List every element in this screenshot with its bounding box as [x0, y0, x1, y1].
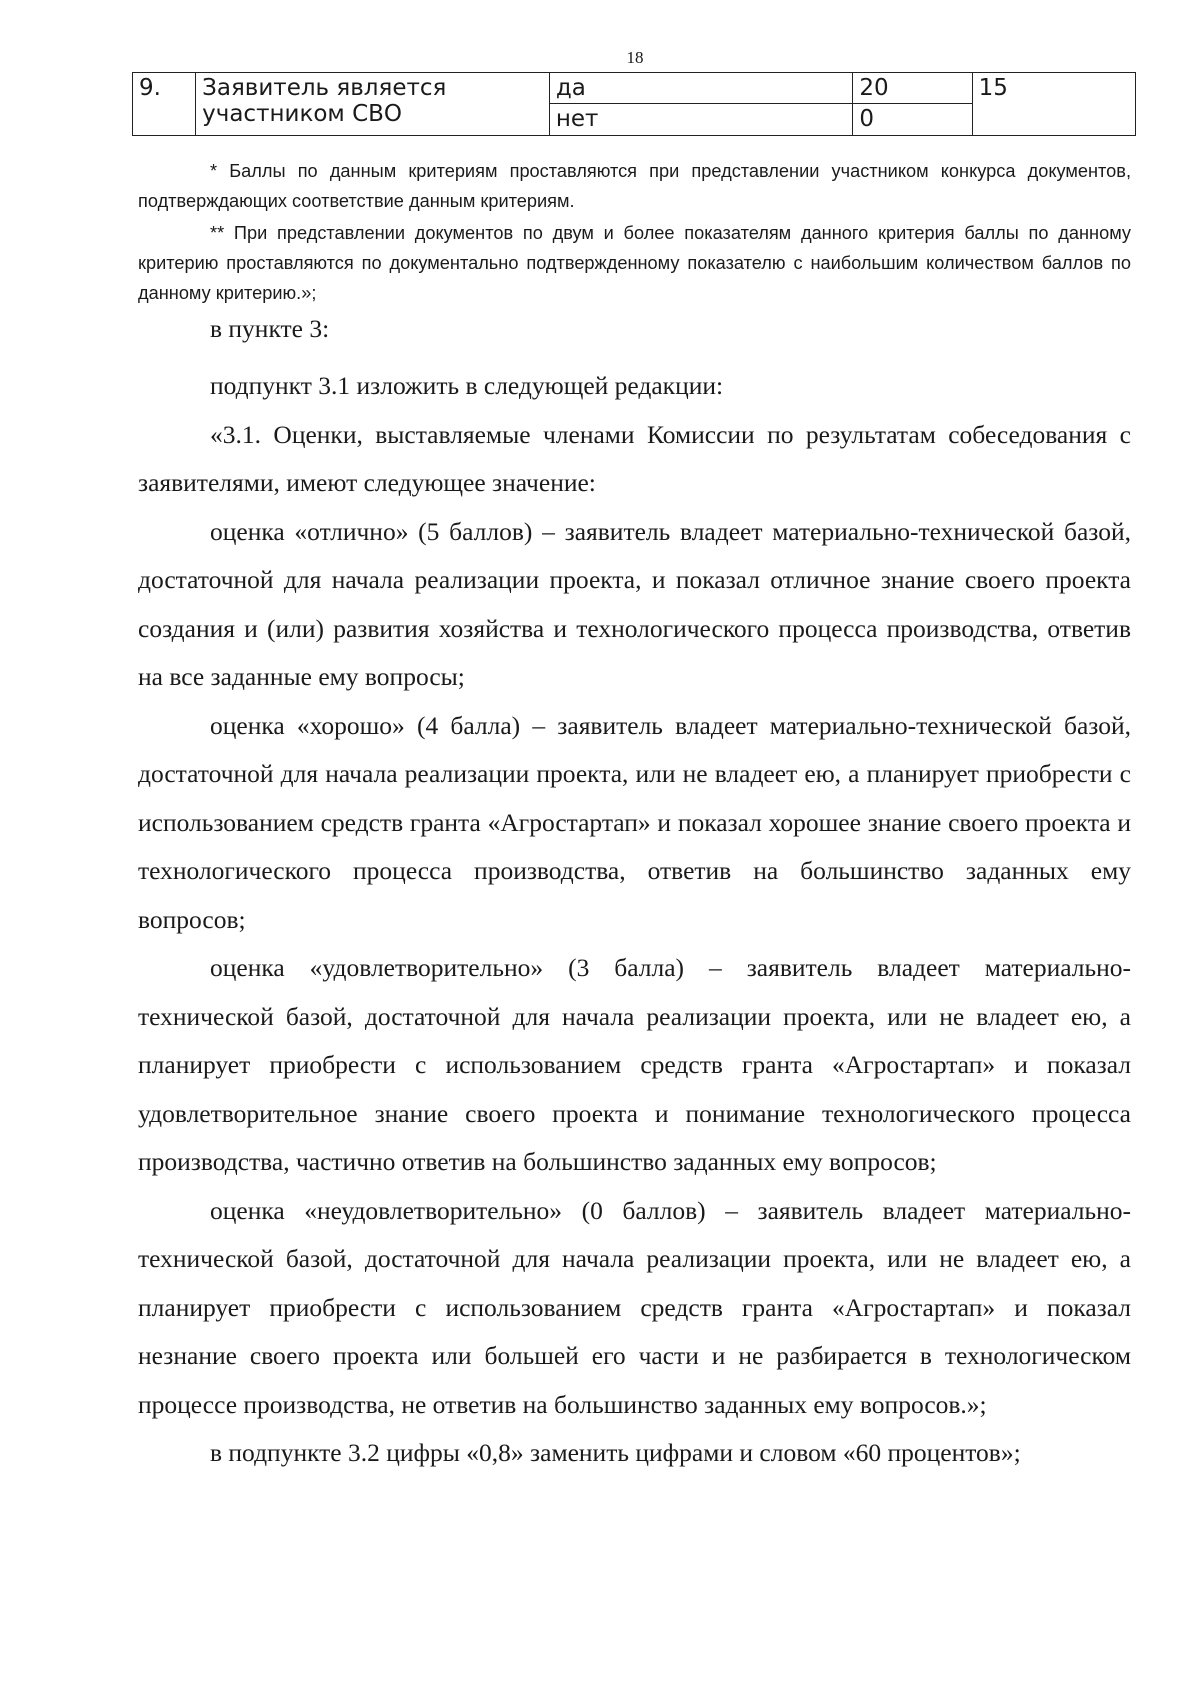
answer-cell-no: нет	[549, 104, 853, 135]
paragraph-grade-good: оценка «хорошо» (4 балла) – заявитель владеет материально-технической базой, достаточной для начала реализации проекта, или не владеет ею, а планирует приобрести с использованием средств гранта «Агростартап» и показал хорошее знание своего проекта и технологического процесса производства, ответив на большинство заданных ему вопросов;	[138, 710, 1131, 934]
table-row	[133, 73, 1136, 104]
max-points-cell: 15	[972, 73, 1135, 136]
page-number: 18	[626, 48, 644, 67]
paragraph-grade-unsatisfactory: оценка «неудовлетворительно» (0 баллов) – заявитель владеет материально-технической базой, достаточной для начала реализации проекта, или не владеет ею, а планирует приобрести с использованием средств гранта «Агростартап» и показал незнание своего проекта или большей его части и не разбирается в технологическом процессе производства, не ответив на большинство заданных ему вопросов.»;	[138, 1195, 1131, 1419]
footnote-single-asterisk: * Баллы по данным критериям проставляются при представлении участником конкурса документов, подтверждающих соответствие данным критериям.	[138, 161, 1131, 211]
answer-cell-yes: да	[549, 73, 853, 104]
row-number-cell: 9.	[133, 73, 196, 136]
points-cell-no: 0	[853, 104, 972, 135]
footnote-double-asterisk: ** При представлении документов по двум и более показателям данного критерия баллы по данному критерию проставляются по документально подтвержденному показателю с наибольшим количеством баллов по данному критерию.»;	[138, 223, 1131, 303]
paragraph-subpoint-3-1: «3.1. Оценки, выставляемые членами Комиссии по результатам собеседования с заявителями, имеют следующее значение:	[138, 419, 1131, 497]
paragraph-subpoint-3-1-intro: подпункт 3.1 изложить в следующей редакции:	[210, 371, 724, 400]
document-body	[138, 310, 1131, 1478]
points-cell-yes: 20	[853, 73, 972, 104]
footnotes	[138, 156, 1131, 308]
paragraph-point-3: в пункте 3:	[210, 314, 330, 343]
criteria-table	[132, 72, 1136, 136]
criterion-cell: Заявитель является участником СВО	[196, 73, 550, 136]
paragraph-subpoint-3-2: в подпункте 3.2 цифры «0,8» заменить цифрами и словом «60 процентов»;	[210, 1438, 1021, 1467]
paragraph-grade-excellent: оценка «отлично» (5 баллов) – заявитель владеет материально-технической базой, достаточной для начала реализации проекта, и показал отличное знание своего проекта создания и (или) развития хозяйства и технологического процесса производства, ответив на все заданные ему вопросы;	[138, 516, 1131, 691]
paragraph-grade-satisfactory: оценка «удовлетворительно» (3 балла) – заявитель владеет материально-технической базой, достаточной для начала реализации проекта, или не владеет ею, а планирует приобрести с использованием средств гранта «Агростартап» и показал удовлетворительное знание своего проекта и понимание технологического процесса производства, частично ответив на большинство заданных ему вопросов;	[138, 953, 1131, 1176]
